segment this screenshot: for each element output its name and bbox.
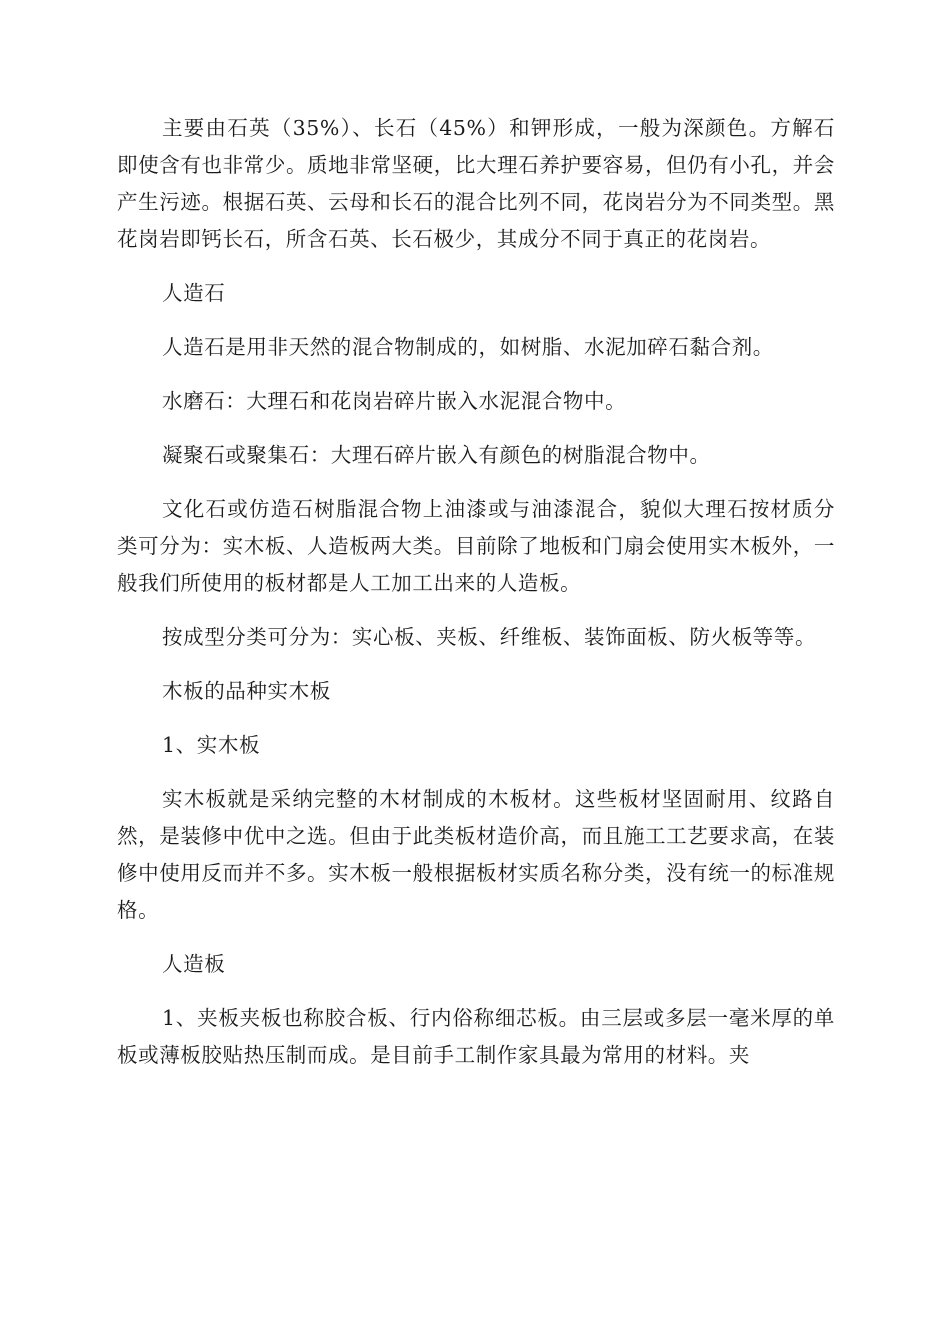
paragraph-solid-wood-board: 实木板就是采纳完整的木材制成的木板材。这些板材坚固耐用、纹路自然，是装修中优中之选。但由于此类板材造价高，而且施工工艺要求高，在装修中使用反而并不多。实木板一般根据板材实质名称分类，没有统一的标准规格。 [117,787,835,922]
paragraph-cultured-stone: 文化石或仿造石树脂混合物上油漆或与油漆混合，貌似大理石按材质分类可分为：实木板、人造板两大类。目前除了地板和门扇会使用实木板外，一般我们所使用的板材都是人工加工出来的人造板。 [117,497,835,595]
paragraph-granite-composition: 主要由石英（35%）、长石（45%）和钾形成，一般为深颜色。方解石即使含有也非常少。质地非常坚硬，比大理石养护要容易，但仍有小孔，并会产生污迹。根据石英、云母和长石的混合比列不同，花岗岩分为不同类型。黑花岗岩即钙长石，所含石英、长石极少，其成分不同于真正的花岗岩。 [117,116,835,251]
paragraph-artificial-stone-definition: 人造石是用非天然的混合物制成的，如树脂、水泥加碎石黏合剂。 [162,335,774,359]
paragraph-forming-classification: 按成型分类可分为：实心板、夹板、纤维板、装饰面板、防火板等等。 [162,625,817,649]
paragraph-terrazzo: 水磨石：大理石和花岗岩碎片嵌入水泥混合物中。 [162,389,627,413]
heading-man-made-board: 人造板 [162,952,226,976]
paragraph-plywood: 1、夹板夹板也称胶合板、行内俗称细芯板。由三层或多层一毫米厚的单板或薄板胶贴热压制而成。是目前手工制作家具最为常用的材料。夹 [117,1006,835,1067]
heading-solid-wood-board: 1、实木板 [162,733,261,757]
document-page [117,110,835,1074]
paragraph-agglomerate-stone: 凝聚石或聚集石：大理石碎片嵌入有颜色的树脂混合物中。 [162,443,711,467]
heading-wood-board-types: 木板的品种实木板 [162,679,331,703]
heading-artificial-stone: 人造石 [162,281,226,305]
